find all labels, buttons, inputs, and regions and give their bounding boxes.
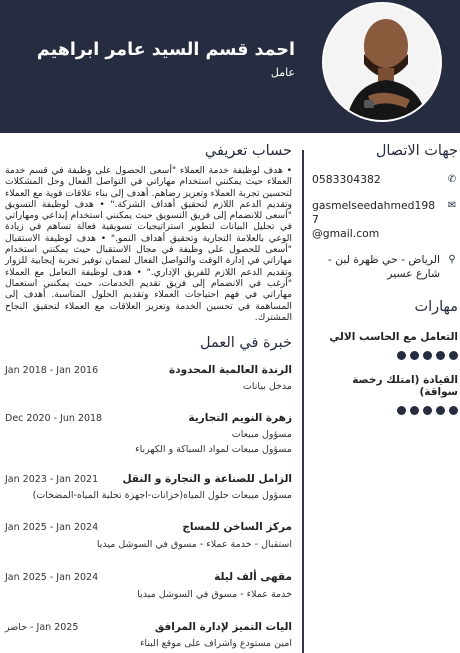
sidebar xyxy=(312,143,458,415)
job-date: Dec 2020 - Jun 2018 xyxy=(5,413,103,425)
email-icon: ✉ xyxy=(447,200,457,211)
job-role: استقبال - خدمة عملاء - مسوق في السوشل ميديا xyxy=(96,539,292,551)
contact-section-title: جهات الاتصال xyxy=(375,143,458,159)
job-date: Jan 2018 - Jan 2016 xyxy=(5,365,99,377)
job-date: Jan 2025 - Jan 2024 xyxy=(5,572,99,584)
phone-icon: ✆ xyxy=(447,174,457,185)
header xyxy=(0,0,460,133)
job-role: مسؤول مبيعات حلول المياه(خزانات-اجهزة تحلية المياه-المضخات) xyxy=(32,490,292,502)
job-entry xyxy=(5,521,292,550)
candidate-name: احمد قسم السيد عامر ابراهيم xyxy=(36,40,295,60)
job-date: حاضر - Jan 2025 xyxy=(5,622,79,634)
job-date: Jan 2025 - Jan 2024 xyxy=(5,522,99,534)
rating-dot xyxy=(397,351,406,360)
contact-phone-row xyxy=(312,173,458,187)
rating-dot xyxy=(449,351,458,360)
rating-dot xyxy=(436,406,445,415)
job-role: مدخل بيانات xyxy=(242,381,292,393)
contact-phone: 0583304382 xyxy=(312,173,381,186)
rating-dot xyxy=(423,351,432,360)
job-company: زهرة النويم التجارية xyxy=(188,412,292,425)
job-role: مسؤول مبيعات xyxy=(231,429,292,441)
job-entry xyxy=(5,364,292,392)
about-section-title: حساب تعريفي xyxy=(204,143,292,159)
skill-name: القيادة (امتلك رخصة سواقة) xyxy=(352,374,458,398)
rating-dot xyxy=(449,406,458,415)
job-entry xyxy=(5,621,292,649)
profile-photo-image xyxy=(324,4,442,122)
job-company: اليات التميز لإدارة المرافق xyxy=(154,621,292,634)
rating-dot xyxy=(410,351,419,360)
rating-dot xyxy=(423,406,432,415)
job-role: خدمة عملاء - مسوق في السوشل ميديا xyxy=(137,589,292,601)
job-description: مسؤول مبيعات لمواد السباكة و الكهرباء xyxy=(135,444,292,456)
contact-email-line1: gasmelseedahmed1987 xyxy=(312,199,436,226)
skill-item xyxy=(312,374,458,415)
skill-item xyxy=(312,331,458,360)
candidate-job-title: عامل xyxy=(270,66,295,79)
contact-email-line2: @gmail.com xyxy=(312,227,380,240)
job-date: Jan 2023 - Jan 2021 xyxy=(5,474,99,486)
skill-rating xyxy=(312,351,458,360)
main-column xyxy=(5,143,292,649)
job-role: امين مستودع واشراف على موقع البناء xyxy=(139,638,292,650)
rating-dot xyxy=(397,406,406,415)
job-entry xyxy=(5,473,292,501)
rating-dot xyxy=(410,406,419,415)
skills-section-title: مهارات xyxy=(414,299,458,315)
job-company: مقهى ألف ليلة xyxy=(214,571,292,584)
column-divider xyxy=(302,150,304,653)
skill-name: التعامل مع الحاسب الالي xyxy=(329,331,458,343)
profile-photo xyxy=(322,2,442,122)
skill-rating xyxy=(312,406,458,415)
contact-email-row xyxy=(312,199,458,241)
rating-dot xyxy=(436,351,445,360)
location-icon: ⚲ xyxy=(448,254,456,265)
contact-address: الرياض - حي ظهرة لبن - شارع عسير xyxy=(327,253,440,280)
job-entry xyxy=(5,571,292,600)
contact-email xyxy=(312,199,440,241)
job-company: الزامل للصناعة و التجارة و النقل xyxy=(122,473,292,486)
job-entry xyxy=(5,412,292,455)
contact-address-row xyxy=(312,253,458,281)
experience-section-title: خبرة في العمل xyxy=(200,335,292,352)
about-text: • هدف لوظيفة خدمة العملاء "أسعى الحصول على وظيفة في قسم خدمة العملاء حيث يمكنني استخدام مهاراتي في التواصل الفعال وحل المشكلات لتحسين تجربة العملاء وتعزيز رضاهم. أهدف إلى بناء علاقات قوية مع العملاء وتقديم الدعم اللازم لتحقيق أهداف الشركة." • هدف لوظيفة التسويق "أسعى للانضمام إلى فريق التسويق حيث يمكنني استخدام إبداعي ومهاراتي في تحليل البيانات لتطوير استراتيجيات تسويقية فعالة تساهم في زيادة الوعي بالعلامة التجارية وتحقيق أهداف النمو." • هدف لوظيفة الاستقبال "أسعى للحصول على وظيفة في مجال الاستقبال حيث يمكنني استخدام مهاراتي في إدارة الوقت والتواصل الفعال لضمان توفير تجربة إيجابية للزوار وتقديم الدعم اللازم للفريق الإداري." • هدف لوظيفة التعامل مع العملاء "أرغب في الانضمام إلى فريق تقديم الخدمات، حيث يمكنني استعمال مهاراتي في فهم احتياجات العملاء وتقديم الحلول المناسبة. أهدف إلى المساهمة في تحسين الخدمة وتعزيز العلاقات مع العملاء لتحقيق النجاح المشترك. xyxy=(5,165,292,323)
job-company: مركز الساخن للمساج xyxy=(182,521,292,534)
job-company: الرندة العالمية المحدودة xyxy=(169,364,292,377)
